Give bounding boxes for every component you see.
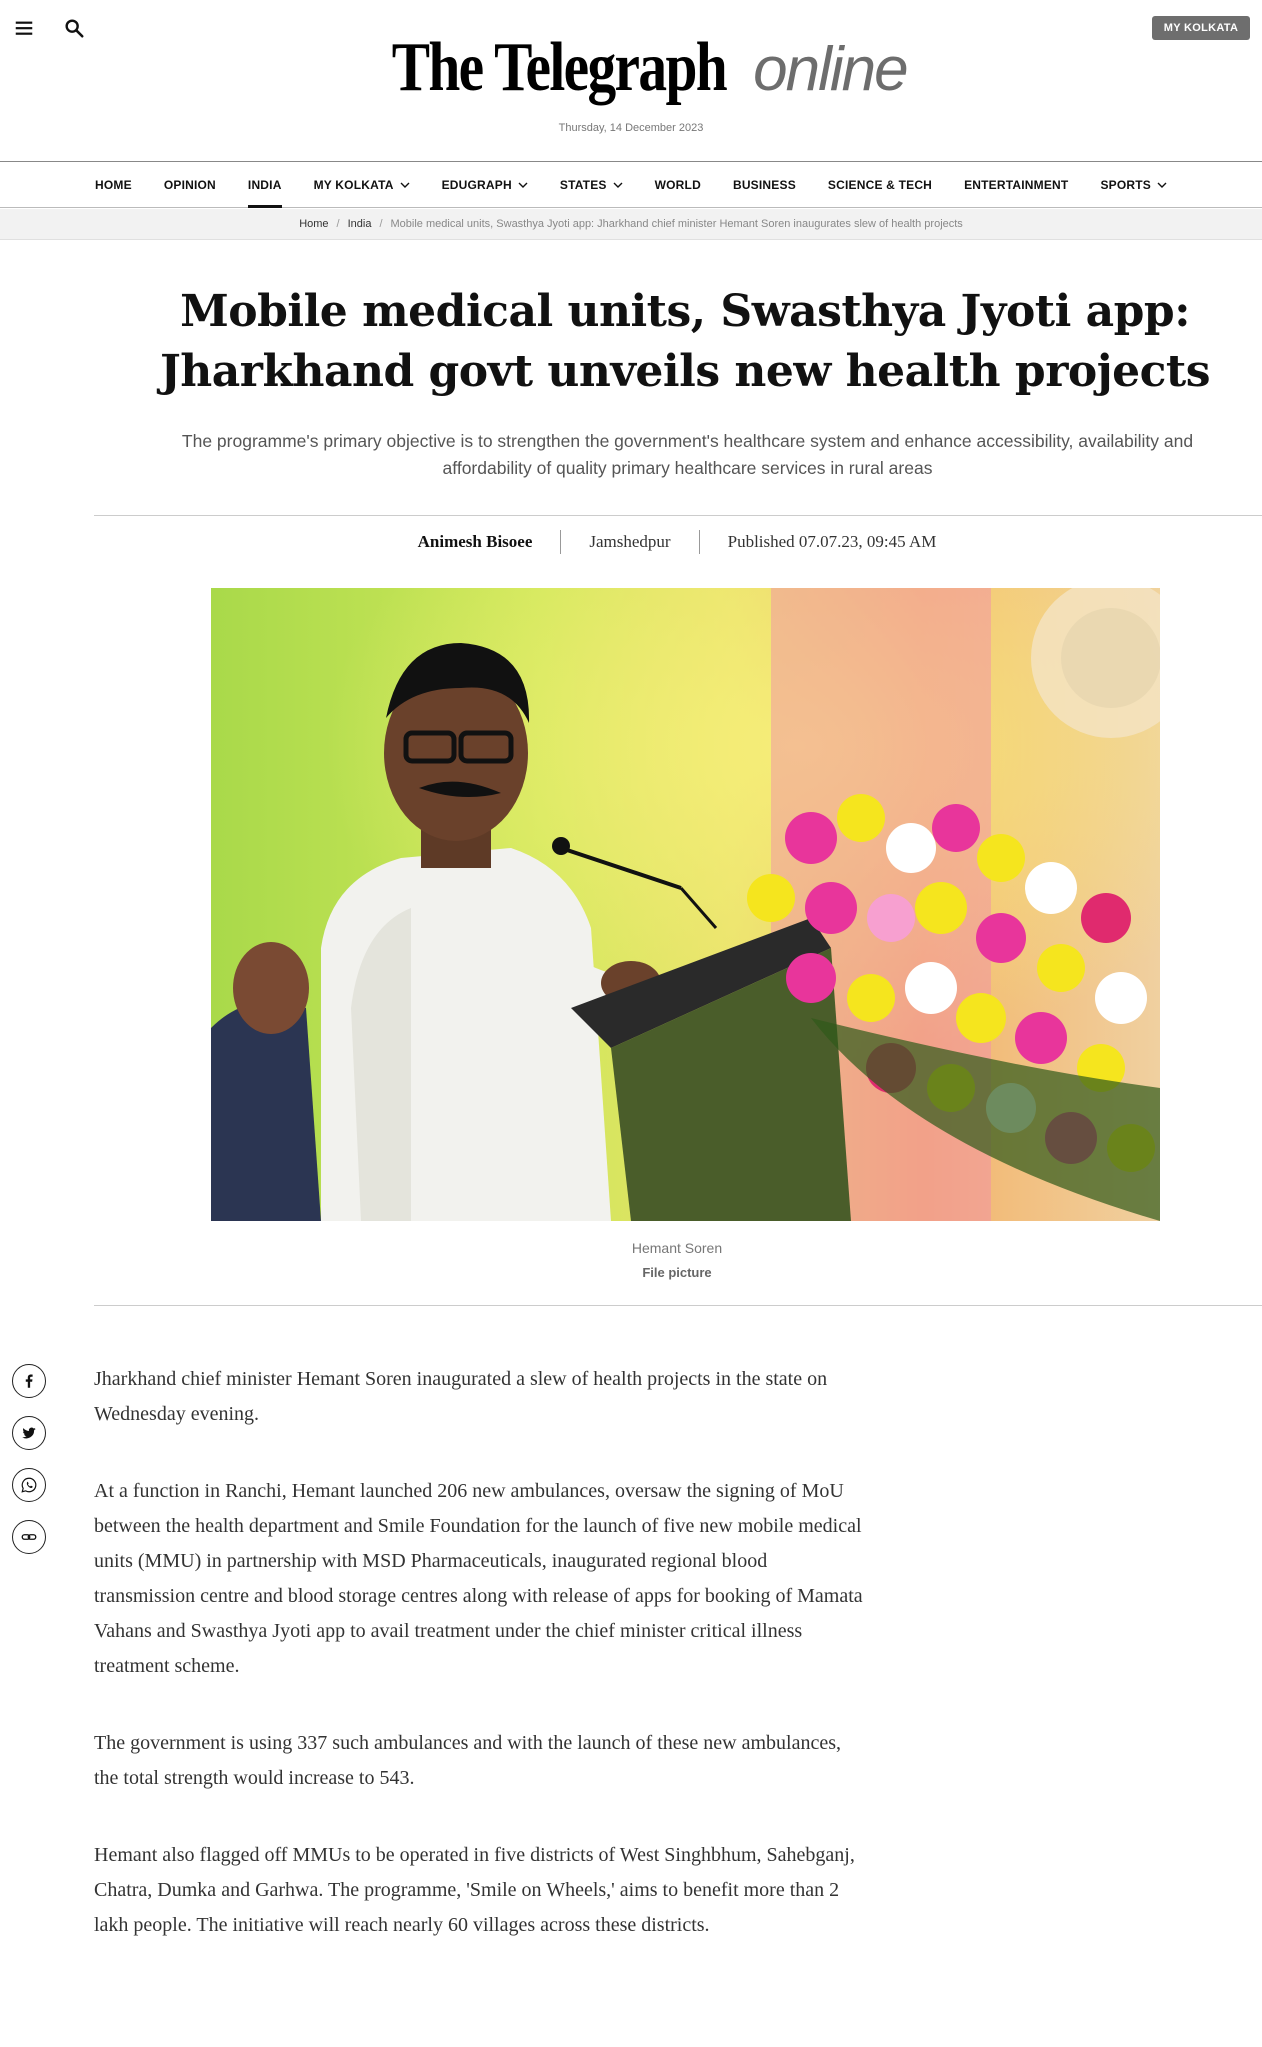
nav-item-label: BUSINESS xyxy=(732,177,796,192)
byline-divider xyxy=(560,530,561,554)
current-date: Thursday, 14 December 2023 xyxy=(558,122,704,134)
share-whatsapp-button[interactable] xyxy=(12,1468,46,1502)
divider xyxy=(94,515,1262,516)
nav-item-science-tech[interactable] xyxy=(812,162,948,208)
chevron-down-icon xyxy=(1157,180,1167,190)
article-hero-image xyxy=(211,588,1160,1221)
breadcrumb-home-link[interactable]: Home xyxy=(299,218,329,230)
nav-item-label: EDUGRAPH xyxy=(441,177,512,192)
article-byline xyxy=(94,530,1260,554)
main-navigation xyxy=(0,162,1262,208)
facebook-icon xyxy=(20,1372,38,1390)
copy-link-icon xyxy=(20,1528,38,1546)
nav-item-edugraph[interactable] xyxy=(426,162,544,208)
nav-item-label: HOME xyxy=(95,177,132,192)
nav-item-label: ENTERTAINMENT xyxy=(964,177,1069,192)
twitter-icon xyxy=(20,1424,38,1442)
share-facebook-button[interactable] xyxy=(12,1364,46,1398)
chevron-down-icon xyxy=(400,180,410,190)
nav-item-business[interactable] xyxy=(717,162,812,208)
nav-item-label: SPORTS xyxy=(1100,177,1151,192)
article-location: Jamshedpur xyxy=(589,532,671,551)
chevron-down-icon xyxy=(518,180,528,190)
breadcrumb-section-link[interactable]: India xyxy=(347,218,372,230)
article-paragraph: Hemant also flagged off MMUs to be operated in five districts of West Singhbhum, Sahebganj, Chatra, Dumka and Garhwa. The programme, 'Smile on Wheels,' aims to benefit more than 2 lakh people. The initiative will reach nearly 60 villages across these districts. xyxy=(94,1844,855,1936)
nav-item-label: STATES xyxy=(559,177,607,192)
share-twitter-button[interactable] xyxy=(12,1416,46,1450)
nav-item-my-kolkata[interactable] xyxy=(298,162,426,208)
nav-item-label: OPINION xyxy=(163,177,216,192)
nav-item-india[interactable] xyxy=(232,162,298,208)
nav-item-label: WORLD xyxy=(654,177,701,192)
nav-item-world[interactable] xyxy=(639,162,717,208)
image-credit: File picture xyxy=(642,1265,712,1280)
nav-item-home[interactable] xyxy=(79,162,148,208)
site-logo[interactable] xyxy=(0,28,1262,108)
article-paragraph: The government is using 337 such ambulances and with the launch of these new ambulances, the total strength would increase to 543. xyxy=(94,1732,842,1789)
article-body xyxy=(94,1362,864,1985)
byline-divider xyxy=(699,530,700,554)
breadcrumb-separator: / xyxy=(336,218,340,230)
headline-line-1: Mobile medical units, Swasthya Jyoti app: xyxy=(180,286,1190,337)
breadcrumb xyxy=(0,209,1262,240)
breadcrumb-separator: / xyxy=(379,218,383,230)
nav-item-label: MY KOLKATA xyxy=(313,177,394,192)
my-kolkata-button[interactable]: MY KOLKATA xyxy=(1152,16,1250,40)
chevron-down-icon xyxy=(613,180,623,190)
logo-wordmark: The Telegraph xyxy=(392,29,727,106)
nav-item-opinion[interactable] xyxy=(148,162,232,208)
nav-item-label: INDIA xyxy=(247,177,282,192)
article-standfirst: The programme's primary objective is to strengthen the government's healthcare system and enhance accessibility, availability and affordability of quality primary healthcare services in rural areas xyxy=(181,431,1194,478)
nav-item-states[interactable] xyxy=(544,162,639,208)
logo-online-text: online xyxy=(753,35,907,104)
nav-item-entertainment[interactable] xyxy=(948,162,1084,208)
image-caption: Hemant Soren xyxy=(631,1240,723,1256)
article-paragraph: Jharkhand chief minister Hemant Soren inaugurated a slew of health projects in the state on Wednesday evening. xyxy=(94,1368,828,1425)
breadcrumb-current: Mobile medical units, Swasthya Jyoti app: Jharkhand chief minister Hemant Soren inaugurates slew of health projects xyxy=(390,218,963,230)
article-paragraph: At a function in Ranchi, Hemant launched 206 new ambulances, oversaw the signing of MoU between the health department and Smile Foundation for the launch of five new mobile medical units (MMU) in partnership with MSD Pharmaceuticals, inaugurated regional blood transmission centre and blood storage centres along with release of apps for booking of Mamata Vahans and Swasthya Jyoti app to avail treatment under the chief minister critical illness treatment scheme. xyxy=(94,1480,863,1677)
nav-item-sports[interactable] xyxy=(1084,162,1183,208)
nav-item-label: SCIENCE & TECH xyxy=(827,177,933,192)
published-date: Published 07.07.23, 09:45 AM xyxy=(727,532,937,551)
masthead xyxy=(0,0,1262,162)
author-name[interactable]: Animesh Bisoee xyxy=(417,532,533,551)
share-copy-link-button[interactable] xyxy=(12,1520,46,1554)
divider xyxy=(94,1305,1262,1306)
whatsapp-icon xyxy=(20,1476,38,1494)
article-headline xyxy=(110,282,1260,402)
headline-line-2: Jharkhand govt unveils new health projects xyxy=(159,346,1211,397)
